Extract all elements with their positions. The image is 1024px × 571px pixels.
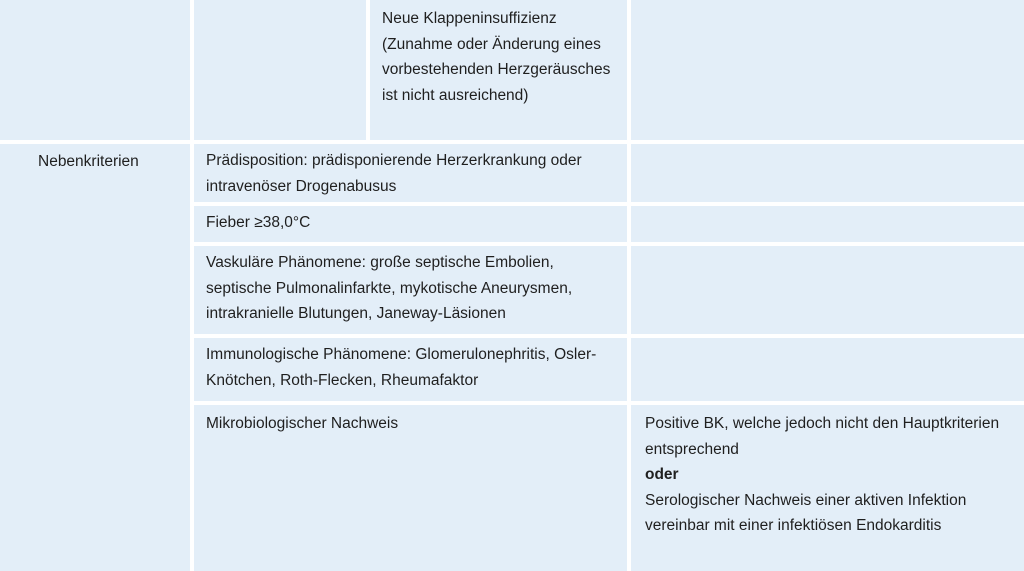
criterion-cell-1 xyxy=(194,144,627,202)
detail-text-serologie: Serologischer Nachweis einer aktiven Infektion vereinbar mit einer infektiösen Endokarditis xyxy=(645,491,967,534)
klappe-cell xyxy=(370,0,627,140)
criterion-text-4: Immunologische Phänomene: Glomerulonephritis, Osler-Knötchen, Roth-Flecken, Rheumafaktor xyxy=(206,346,597,389)
criterion-cell-2 xyxy=(194,206,627,242)
detail-cell-1 xyxy=(631,144,1024,202)
nebenkriterien-label-cell xyxy=(0,144,190,571)
detail-cell-2 xyxy=(631,206,1024,242)
klappe-text: Neue Klappeninsuffizienz (Zunahme oder Änderung eines vorbestehenden Herzgeräusches ist nicht ausreichend) xyxy=(382,10,611,104)
detail-oder: oder xyxy=(645,466,679,483)
empty-cell-col2a-top xyxy=(194,0,366,140)
criterion-text-3: Vaskuläre Phänomene: große septische Embolien, septische Pulmonalinfarkte, mykotische Aneurysmen, intrakranielle Blutungen, Janeway-Läsionen xyxy=(206,254,573,322)
empty-cell-col1-top xyxy=(0,0,190,140)
empty-cell-col3-top xyxy=(631,0,1024,140)
detail-cell-4 xyxy=(631,338,1024,401)
detail-text-bk: Positive BK, welche jedoch nicht den Hauptkriterien entsprechend xyxy=(645,415,1000,458)
detail-cell-5 xyxy=(631,405,1024,571)
criterion-text-1: Prädisposition: prädisponierende Herzerkrankung oder intravenöser Drogenabusus xyxy=(206,152,582,195)
criterion-text-2: Fieber ≥38,0°C xyxy=(206,214,311,231)
criterion-text-5: Mikrobiologischer Nachweis xyxy=(206,415,399,432)
criterion-cell-4 xyxy=(194,338,627,401)
nebenkriterien-label: Nebenkriterien xyxy=(38,153,139,170)
criterion-cell-3 xyxy=(194,246,627,334)
criterion-cell-5 xyxy=(194,405,627,571)
detail-cell-3 xyxy=(631,246,1024,334)
